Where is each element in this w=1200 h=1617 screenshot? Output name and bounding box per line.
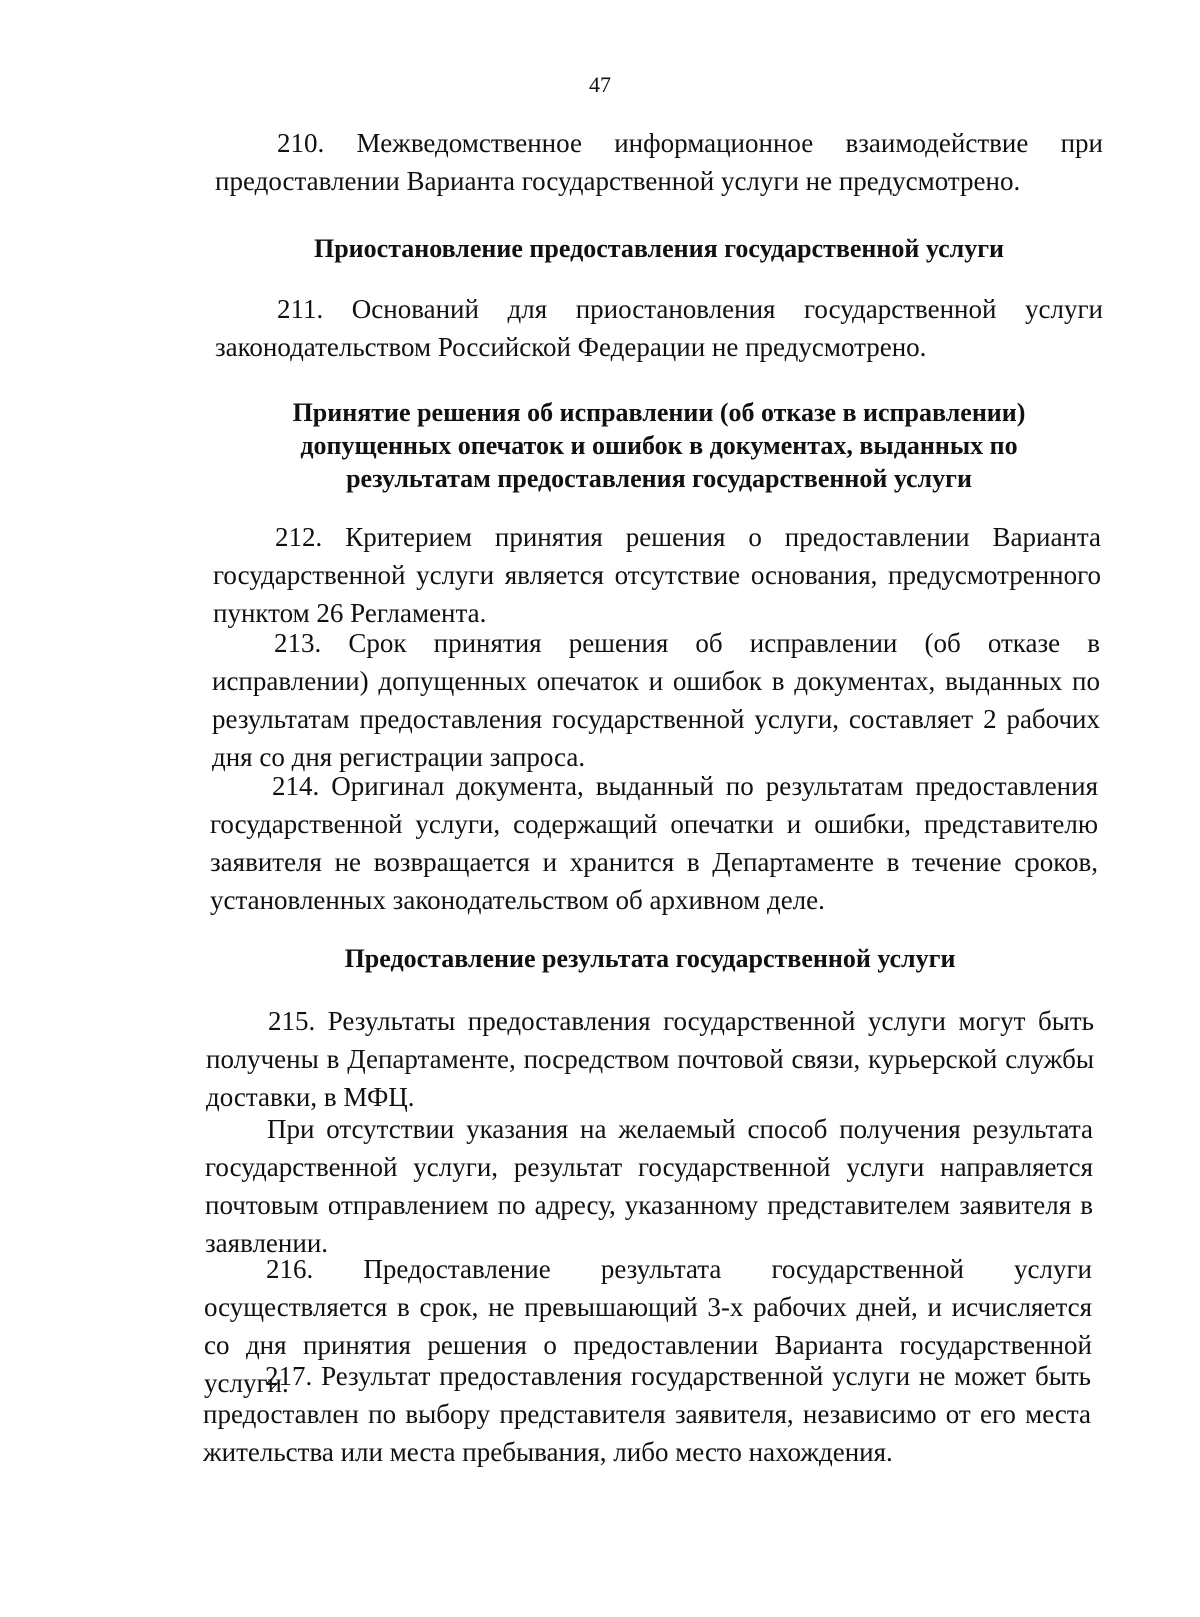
paragraph-215-continued: При отсутствии указания на желаемый способ получения результата государственной услуги, результат государственной услуги направляется почтовым отправлением по адресу, указанному представителем заявителя в заявлении. [205, 1114, 1093, 1258]
paragraph-217: 217. Результат предоставления государственной услуги не может быть предоставлен по выбору представителя заявителя, независимо от его места жительства или места пребывания, либо место нахождения. [203, 1361, 1091, 1467]
paragraph-214: 214. Оригинал документа, выданный по результатам предоставления государственной услуги, содержащий опечатки и ошибки, представителю заявителя не возвращается и хранится в Департаменте в течение сроков, установленных законодательством об архивном деле. [210, 771, 1098, 915]
paragraph-213: 213. Срок принятия решения об исправлении (об отказе в исправлении) допущенных опечаток и ошибок в документах, выданных по результатам предоставления государственной услуги, составляет 2 рабочих дня со дня регистрации запроса. [212, 628, 1100, 772]
heading-corrections: Принятие решения об исправлении (об отказе в исправлении) допущенных опечаток и ошибок в документах, выданных по результатам предоставления государственной услуги [292, 398, 1026, 493]
paragraph-215: 215. Результаты предоставления государственной услуги могут быть получены в Департаменте, посредством почтовой связи, курьерской службы доставки, в МФЦ. [206, 1006, 1094, 1112]
paragraph-216: 216. Предоставление результата государственной услуги осуществляется в срок, не превышающий 3-х рабочих дней, и исчисляется со дня принятия решения о предоставлении Варианта государственной услуги. [204, 1254, 1092, 1398]
paragraph-211: 211. Оснований для приостановления государственной услуги законодательством Российской Федерации не предусмотрено. [215, 294, 1103, 362]
page-number: 47 [589, 72, 611, 97]
paragraph-210: 210. Межведомственное информационное взаимодействие при предоставлении Варианта государственной услуги не предусмотрено. [215, 128, 1103, 196]
heading-result: Предоставление результата государственной услуги [344, 944, 956, 973]
paragraph-212: 212. Критерием принятия решения о предоставлении Варианта государственной услуги является отсутствие основания, предусмотренного пунктом 26 Регламента. [213, 522, 1101, 628]
heading-suspension: Приостановление предоставления государственной услуги [313, 234, 1004, 263]
